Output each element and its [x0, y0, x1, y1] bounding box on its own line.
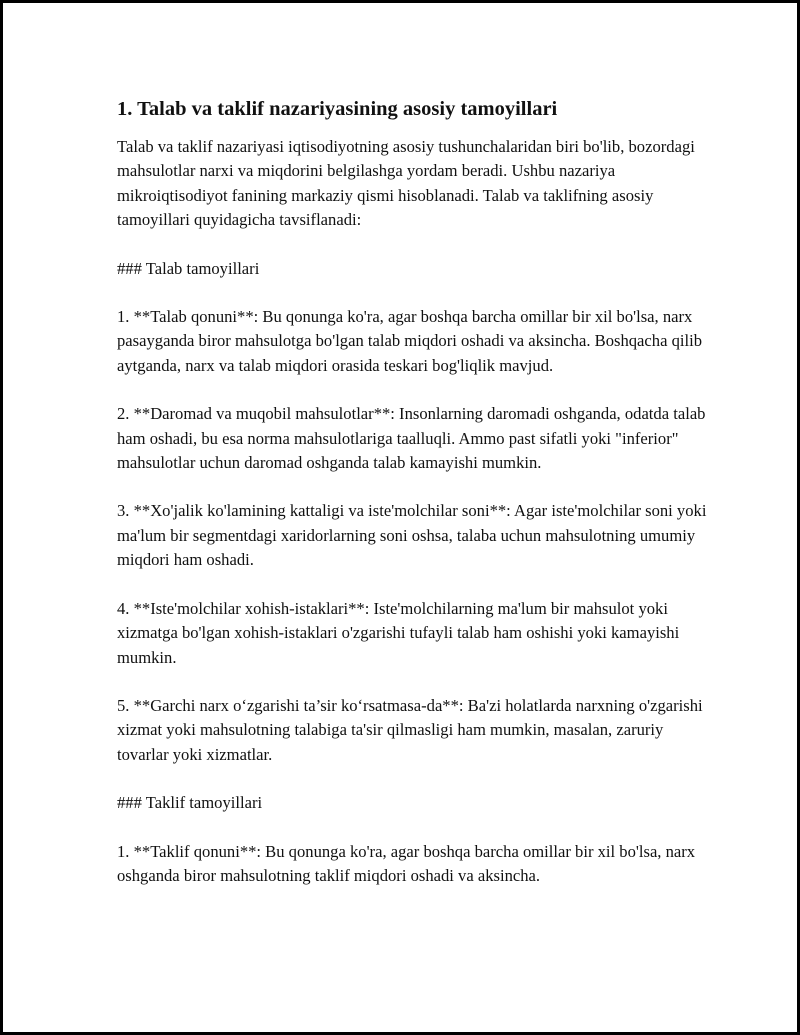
document-body — [117, 95, 717, 912]
demand-item-4: 4. **Iste'molchilar xohish-istaklari**: Iste'molchilarning ma'lum bir mahsulot yoki xizmatga bo'lgan xohish-istaklari o'zgarishi tufayli talab ham oshishi yoki kamayishi mumkin. — [117, 598, 680, 667]
demand-item-5: 5. **Garchi narx o‘zgarishi ta’sir ko‘rsatmasa-da**: Ba'zi holatlarda narxning o'zgarishi xizmat yoki mahsulotning talabiga ta'sir qilmasligi ham mumkin, masalan, zaruriy tovarlar yoki xizmatlar. — [117, 695, 703, 764]
section-heading-supply: ### Taklif tamoyillari — [117, 793, 263, 813]
document-title: 1. Talab va taklif nazariyasining asosiy tamoyillari — [117, 98, 558, 120]
intro-paragraph: Talab va taklif nazariyasi iqtisodiyotning asosiy tushunchalaridan biri bo'lib, bozordagi mahsulotlar narxi va miqdorini belgilashga yordam beradi. Ushbu nazariya mikroiqtisodiyot fanining markaziy qismi hisoblanadi. Talab va taklifning asosiy tamoyillari quyidagicha tavsiflanadi: — [117, 137, 695, 230]
demand-item-1: 1. **Talab qonuni**: Bu qonunga ko'ra, agar boshqa barcha omillar bir xil bo'lsa, narx pasayganda biror mahsulotga bo'lgan talab miqdori oshadi va aksincha. Boshqacha qilib aytganda, narx va talab miqdori orasida teskari bog'liqlik mavjud. — [117, 307, 703, 375]
supply-item-1: 1. **Taklif qonuni**: Bu qonunga ko'ra, agar boshqa barcha omillar bir xil bo'lsa, narx oshganda biror mahsulotning taklif miqdori oshadi va aksincha. — [117, 841, 696, 885]
demand-item-2: 2. **Daromad va muqobil mahsulotlar**: Insonlarning daromadi oshganda, odatda talab ham oshadi, bu esa norma mahsulotlariga taalluqli. Ammo past sifatli yoki "inferior" mahsulotlar uchun daromad oshganda talab kamayishi mumkin. — [117, 404, 706, 473]
demand-item-3: 3. **Xo'jalik ko'lamining kattaligi va iste'molchilar soni**: Agar iste'molchilar soni yoki ma'lum bir segmentdagi xaridorlarning soni oshsa, talaba uchun mahsulotning umumiy miqdori ham oshadi. — [117, 501, 707, 570]
section-heading-demand: ### Talab tamoyillari — [117, 258, 260, 278]
